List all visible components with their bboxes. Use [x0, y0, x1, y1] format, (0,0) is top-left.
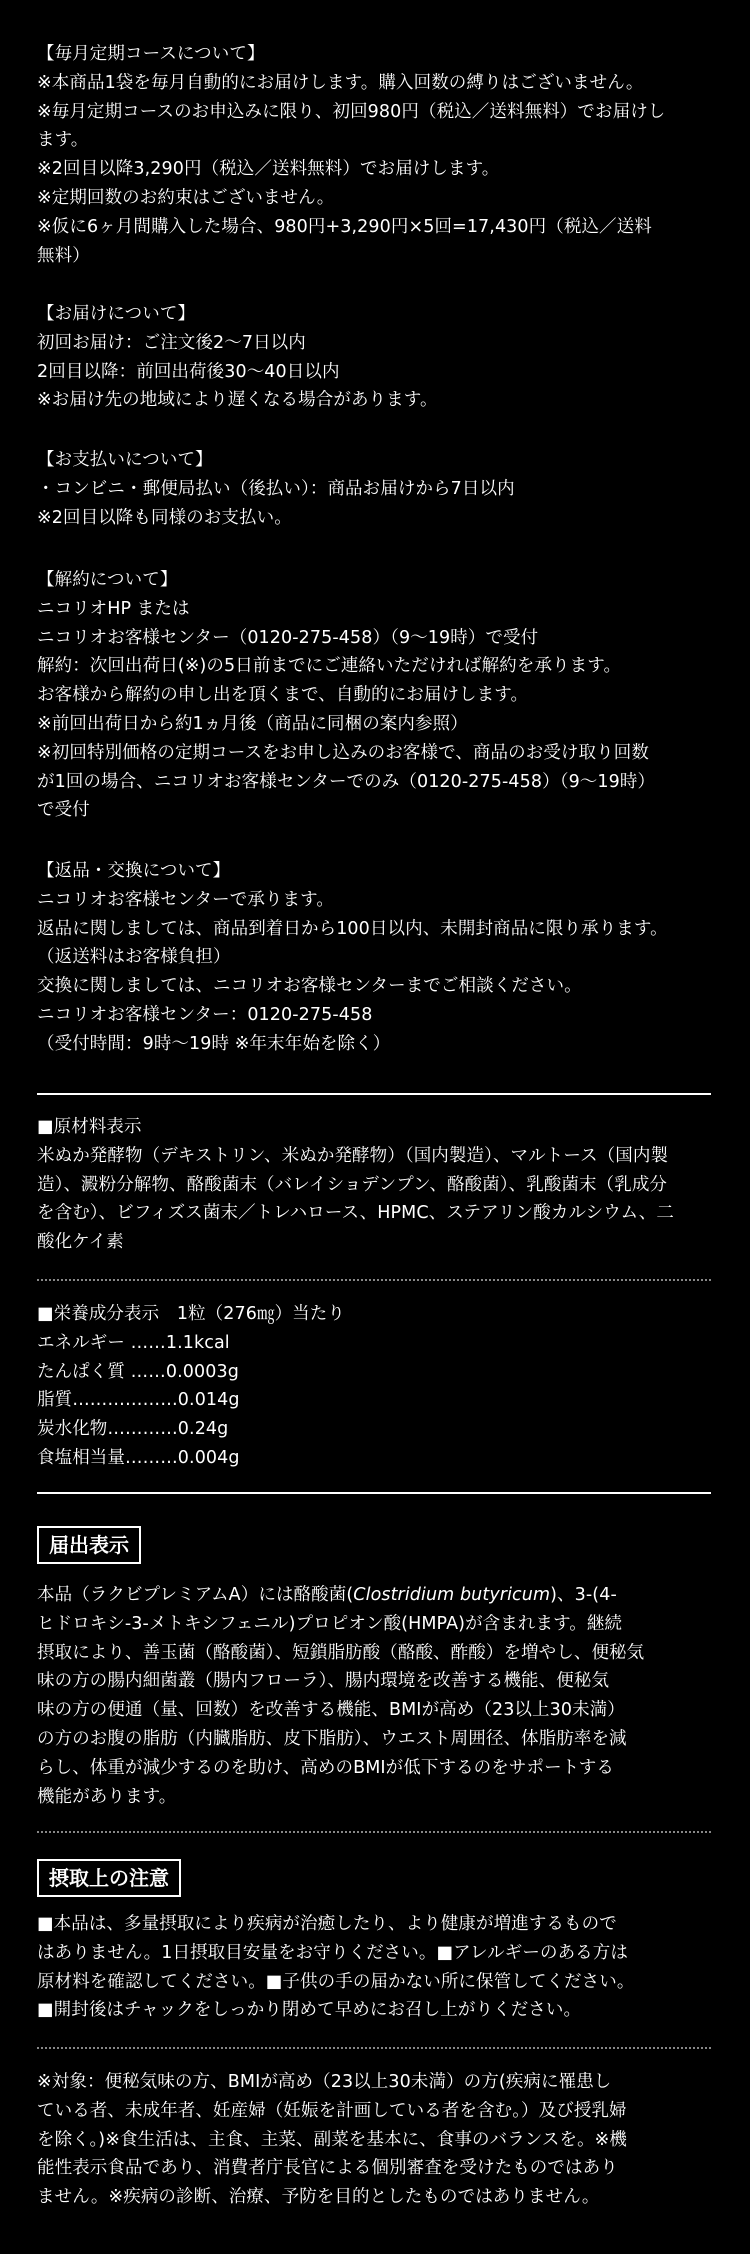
notification-suffix: )、3-(4- [550, 1585, 617, 1605]
cancellation-line: お客様から解約の申し出を頂くまで、自動的にお届けします。 [37, 685, 529, 706]
cancellation-line: ※前回出荷日から約1ヵ月後（商品に同梱の案内参照） [37, 713, 468, 734]
payment-line: ・コンビニ・郵便局払い（後払い）：商品お届けから7日以内 [37, 478, 515, 499]
cancellation-line: ニコリオお客様センター（0120-275-458）（9～19時）で受付 [37, 627, 539, 648]
section-divider [37, 1492, 711, 1494]
footnote-line: ている者、未成年者、妊産婦（妊娠を計画している者を含む。）及び授乳婦 [37, 2100, 627, 2121]
cancellation-line: が1回の場合、ニコリオお客様センターでのみ（0120-275-458）（9～19時） [37, 771, 656, 792]
ingredients-line: 酸化ケイ素 [37, 1232, 124, 1253]
subscription-line: ます。 [37, 130, 89, 151]
caution-line: 原材料を確認してください。■子供の手の届かない所に保管してください。 [37, 1971, 635, 1992]
notification-section [37, 1581, 715, 1811]
notification-line: 機能があります。 [37, 1786, 177, 1807]
caution-section [37, 1910, 715, 2025]
notification-line: ヒドロキシ-3-メトキシフェニル)プロピオン酸(HMPA)が含まれます。継続 [37, 1613, 623, 1634]
notification-prefix: 本品（ラクビプレミアムA）には酪酸菌( [37, 1585, 354, 1605]
footnote-line: ません。※疾病の診断、治療、予防を目的としたものではありません。 [37, 2187, 600, 2208]
notification-line: 味の方の腸内細菌叢（腸内フローラ）、腸内環境を改善する機能、便秘気 [37, 1671, 610, 1692]
bacteria-name: Clostridium butyricum [353, 1585, 551, 1605]
returns-heading: 【返品・交換について】 [37, 861, 231, 881]
delivery-section [37, 300, 715, 415]
nutrition-row: 食塩相当量………0.004g [37, 1447, 240, 1468]
nutrition-row: たんぱく質 ……0.0003g [37, 1361, 239, 1382]
ingredients-heading: ■原材料表示 [37, 1117, 142, 1137]
footnote-line: を除く。)※食生活は、主食、主菜、副菜を基本に、食事のバランスを。※機 [37, 2129, 628, 2150]
subscription-line: 無料） [37, 245, 90, 266]
ingredients-section [37, 1113, 715, 1257]
notification-line: らし、体重が減少するのを助け、高めのBMIが低下するのをサポートする [37, 1757, 614, 1778]
subscription-line: ※毎月定期コースのお申込みに限り、初回980円（税込／送料無料）でお届けし [37, 101, 666, 122]
caution-line: ■本品は、多量摂取により疾病が治癒したり、より健康が増進するもので [37, 1914, 617, 1934]
returns-line: ニコリオお客様センター：0120-275-458 [37, 1004, 373, 1025]
notification-heading: 届出表示 [37, 1526, 141, 1564]
ingredients-line: 造）、澱粉分解物、酪酸菌末（バレイショデンプン、酪酸菌）、乳酸菌末（乳成分 [37, 1174, 668, 1195]
cancellation-section [37, 566, 715, 825]
caution-line: ■開封後はチャックをしっかり閉めて早めにお召し上がりください。 [37, 2000, 582, 2021]
subscription-line: ※本商品1袋を毎月自動的にお届けします。購入回数の縛りはございません。 [37, 72, 644, 93]
payment-heading: 【お支払いについて】 [37, 450, 213, 470]
payment-line: ※2回目以降も同様のお支払い。 [37, 507, 292, 528]
returns-section [37, 857, 715, 1059]
ingredients-line: 米ぬか発酵物（デキストリン、米ぬか発酵物）（国内製造）、マルトース（国内製 [37, 1145, 669, 1166]
footnote-section [37, 2068, 715, 2212]
subscription-line: ※仮に6ヶ月間購入した場合、980円+3,290円×5回=17,430円（税込／送料 [37, 216, 652, 237]
footnote-line: 能性表示食品であり、消費者庁長官による個別審査を受けたものではあり [37, 2158, 618, 2179]
returns-line: ニコリオお客様センターで承ります。 [37, 889, 334, 910]
cancellation-line: ニコリオHP または [37, 598, 190, 619]
nutrition-heading: ■栄養成分表示 1粒（276㎎）当たり [37, 1304, 345, 1324]
delivery-line: 初回お届け：ご注文後2～7日以内 [37, 332, 306, 353]
footnote-line: ※対象：便秘気味の方、BMIが高め（23以上30未満）の方(疾病に罹患し [37, 2072, 612, 2092]
cancellation-line: 解約：次回出荷日(※)の5日前までにご連絡いただければ解約を承ります。 [37, 656, 622, 677]
caution-heading: 摂取上の注意 [37, 1859, 181, 1897]
notification-line: 摂取により、善玉菌（酪酸菌）、短鎖脂肪酸（酪酸、酢酸）を増やし、便秘気 [37, 1642, 645, 1663]
returns-line: （返送料はお客様負担） [37, 947, 231, 968]
section-divider [37, 1093, 711, 1095]
ingredients-line: を含む）、ビフィズス菌末／トレハロース、HPMC、ステアリン酸カルシウム、二 [37, 1203, 674, 1224]
nutrition-row: 脂質………………0.014g [37, 1390, 240, 1411]
subscription-heading: 【毎月定期コースについて】 [37, 44, 265, 64]
nutrition-section [37, 1300, 715, 1473]
dotted-divider [37, 1831, 711, 1833]
cancellation-line: ※初回特別価格の定期コースをお申し込みのお客様で、商品のお受け取り回数 [37, 742, 649, 763]
caution-line: はありません。1日摂取目安量をお守りください。■アレルギーのある方は [37, 1942, 628, 1963]
subscription-line: ※2回目以降3,290円（税込／送料無料）でお届けします。 [37, 159, 500, 180]
dotted-divider [37, 1279, 711, 1281]
delivery-heading: 【お届けについて】 [37, 304, 196, 324]
payment-section [37, 446, 715, 532]
subscription-line: ※定期回数のお約束はございません。 [37, 187, 335, 208]
nutrition-row: 炭水化物…………0.24g [37, 1419, 229, 1440]
cancellation-heading: 【解約について】 [37, 570, 178, 590]
returns-line: （受付時間：9時～19時 ※年末年始を除く） [37, 1033, 391, 1054]
notification-line [37, 1581, 715, 1610]
notification-line: 味の方の便通（量、回数）を改善する機能、BMIが高め（23以上30未満） [37, 1700, 625, 1721]
returns-line: 返品に関しましては、商品到着日から100日以内、未開封商品に限り承ります。 [37, 918, 668, 939]
returns-line: 交換に関しましては、ニコリオお客様センターまでご相談ください。 [37, 976, 582, 997]
cancellation-line: で受付 [37, 800, 90, 821]
subscription-section [37, 40, 715, 270]
delivery-line: ※お届け先の地域により遅くなる場合があります。 [37, 390, 438, 411]
delivery-line: 2回目以降：前回出荷後30～40日以内 [37, 361, 340, 382]
notification-line: の方のお腹の脂肪（内臓脂肪、皮下脂肪）、ウエスト周囲径、体脂肪率を減 [37, 1728, 627, 1749]
dotted-divider [37, 2047, 711, 2049]
nutrition-row: エネルギー ……1.1kcal [37, 1332, 230, 1353]
